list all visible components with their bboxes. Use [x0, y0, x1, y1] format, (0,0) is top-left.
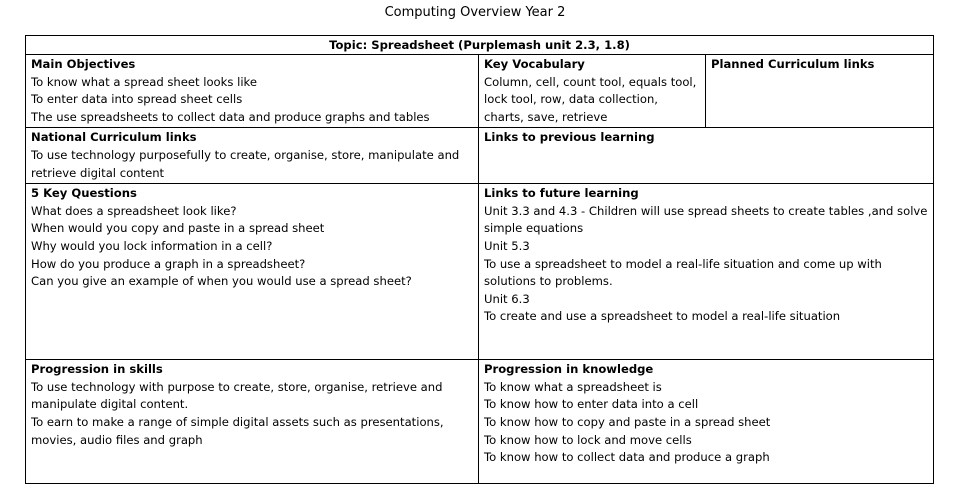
main-objectives-heading: Main Objectives	[31, 57, 136, 71]
objective-line: The use spreadsheets to collect data and produce graphs and tables	[31, 109, 430, 124]
knowledge-item: To know how to lock and move cells	[484, 432, 692, 447]
previous-learning-cell	[479, 128, 934, 184]
future-learning-item: To use a spreadsheet to model a real-life situation and come up with solutions to problems.	[484, 256, 882, 289]
key-questions-heading: 5 Key Questions	[31, 186, 137, 201]
objective-line: To enter data into spread sheet cells	[31, 92, 243, 107]
page-title: Computing Overview Year 2	[384, 5, 566, 20]
key-question: What does a spreadsheet look like?	[31, 203, 237, 218]
future-learning-cell	[479, 184, 934, 360]
knowledge-cell	[479, 360, 934, 484]
key-vocabulary-text: Column, cell, count tool, equals tool, lock tool, row, data collection, charts, save, retrieve	[484, 74, 697, 124]
key-vocabulary-heading: Key Vocabulary	[484, 57, 585, 71]
key-question: Why would you lock information in a cell?	[31, 238, 273, 253]
skill-item: To use technology with purpose to create, store, organise, retrieve and manipulate digital content.	[31, 379, 443, 412]
previous-learning-heading: Links to previous learning	[484, 130, 655, 145]
future-learning-item: Unit 5.3	[484, 238, 530, 253]
key-questions-cell	[26, 184, 479, 360]
skill-item: To earn to make a range of simple digital assets such as presentations, movies, audio files and graph	[31, 414, 444, 447]
key-question: When would you copy and paste in a spread sheet	[31, 221, 325, 236]
main-objectives-cell	[26, 55, 479, 128]
topic-row	[26, 36, 934, 55]
planned-curriculum-heading: Planned Curriculum links	[711, 57, 875, 71]
skills-heading: Progression in skills	[31, 362, 163, 377]
future-learning-item: Unit 6.3	[484, 291, 530, 306]
national-curriculum-heading: National Curriculum links	[31, 130, 197, 145]
future-learning-heading: Links to future learning	[484, 186, 639, 201]
national-curriculum-cell	[26, 128, 479, 184]
knowledge-item: To know how to enter data into a cell	[484, 397, 699, 412]
knowledge-heading: Progression in knowledge	[484, 362, 654, 377]
knowledge-item: To know how to copy and paste in a spread sheet	[484, 414, 771, 429]
objectives-row	[26, 55, 934, 128]
progression-row	[26, 360, 934, 484]
national-curriculum-text: To use technology purposefully to create, organise, store, manipulate and retrieve digital content	[31, 147, 460, 180]
topic-heading: Topic: Spreadsheet (Purplemash unit 2.3, 1.8)	[26, 36, 934, 55]
planned-curriculum-cell	[706, 55, 934, 128]
questions-row	[26, 184, 934, 360]
key-vocabulary-cell	[479, 55, 706, 128]
key-question: How do you produce a graph in a spreadsheet?	[31, 256, 306, 271]
key-question: Can you give an example of when you would use a spread sheet?	[31, 274, 412, 289]
objective-line: To know what a spread sheet looks like	[31, 74, 257, 89]
curriculum-row	[26, 128, 934, 184]
knowledge-item: To know what a spreadsheet is	[484, 379, 662, 394]
skills-cell	[26, 360, 479, 484]
future-learning-item: To create and use a spreadsheet to model a real-life situation	[484, 309, 841, 324]
overview-table	[25, 35, 934, 484]
knowledge-item: To know how to collect data and produce a graph	[484, 450, 770, 465]
future-learning-item: Unit 3.3 and 4.3 - Children will use spread sheets to create tables ,and solve simple equations	[484, 203, 928, 236]
